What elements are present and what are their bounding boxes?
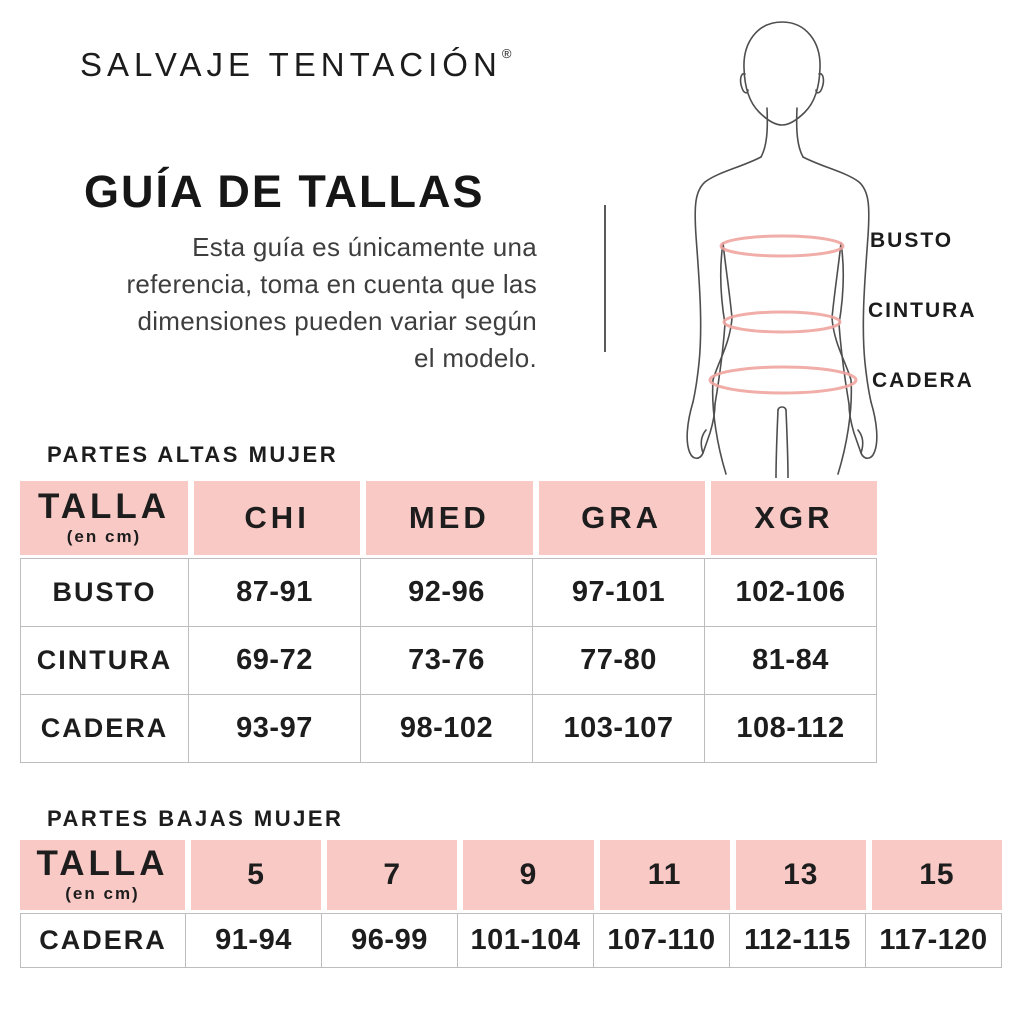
bottoms-table [20,840,1002,968]
size-header-cell: 5 [191,840,321,910]
bottoms-table-body [20,913,1002,968]
table-row [21,559,877,627]
waist-label: CINTURA [868,299,977,322]
value-cell: 98-102 [361,695,533,763]
left-inner-leg-outline [776,410,778,478]
talla-header-cell [20,840,185,910]
tops-table-body [20,558,877,763]
hip-measure-line [710,367,856,393]
size-header-cell: 7 [327,840,457,910]
value-cell: 107-110 [594,914,730,968]
value-cell: 73-76 [361,627,533,695]
value-cell: 117-120 [866,914,1002,968]
talla-label: TALLA [37,487,171,526]
size-header-cell: XGR [711,481,877,555]
page-title: GUÍA DE TALLAS [84,166,485,217]
talla-header-cell [20,481,188,555]
table-row [21,695,877,763]
table-row [21,914,1002,968]
size-header-cell: GRA [539,481,705,555]
value-cell: 102-106 [705,559,877,627]
bottoms-table-header-row [20,840,1002,910]
tops-table [20,481,877,763]
row-label-cell: CADERA [21,914,186,968]
brand-logo [80,46,511,84]
description-line: referencia, toma en cuenta que las [126,269,537,299]
value-cell: 112-115 [730,914,866,968]
row-label-cell: CINTURA [21,627,189,695]
left-hand-outline [687,402,715,458]
brand-name: SALVAJE TENTACIÓN [80,46,502,83]
value-cell: 97-101 [533,559,705,627]
bust-label: BUSTO [870,229,954,252]
value-cell: 87-91 [189,559,361,627]
head-outline [744,22,820,125]
right-hand-outline [849,402,877,458]
value-cell: 103-107 [533,695,705,763]
bust-measure-line [721,236,843,256]
encm-label: (en cm) [65,884,140,903]
description-line: el modelo. [414,343,537,373]
value-cell: 96-99 [322,914,458,968]
size-header-cell: CHI [194,481,360,555]
talla-label: TALLA [36,844,169,883]
right-inner-leg-outline [786,410,788,478]
tops-section-title: PARTES ALTAS MUJER [47,442,339,467]
size-header-cell: 11 [600,840,730,910]
size-header-cell: 15 [872,840,1002,910]
description-line: dimensiones pueden variar según [137,306,537,336]
table-row [21,627,877,695]
bottoms-section-title: PARTES BAJAS MUJER [47,806,344,831]
size-header-cell: MED [366,481,532,555]
value-cell: 69-72 [189,627,361,695]
value-cell: 92-96 [361,559,533,627]
waist-measure-line [724,312,840,332]
tops-table-header-row [20,481,877,555]
row-label-cell: BUSTO [21,559,189,627]
crotch-outline [778,407,786,410]
value-cell: 93-97 [189,695,361,763]
description-text [50,229,537,377]
registered-mark: ® [501,46,512,61]
size-header-cell: 13 [736,840,866,910]
value-cell: 81-84 [705,627,877,695]
description-line: Esta guía es únicamente una [192,232,537,262]
value-cell: 77-80 [533,627,705,695]
encm-label: (en cm) [66,527,142,546]
hip-label: CADERA [872,369,974,392]
divider-line [604,205,606,352]
size-header-cell: 9 [463,840,593,910]
value-cell: 108-112 [705,695,877,763]
value-cell: 91-94 [186,914,322,968]
row-label-cell: CADERA [21,695,189,763]
value-cell: 101-104 [458,914,594,968]
